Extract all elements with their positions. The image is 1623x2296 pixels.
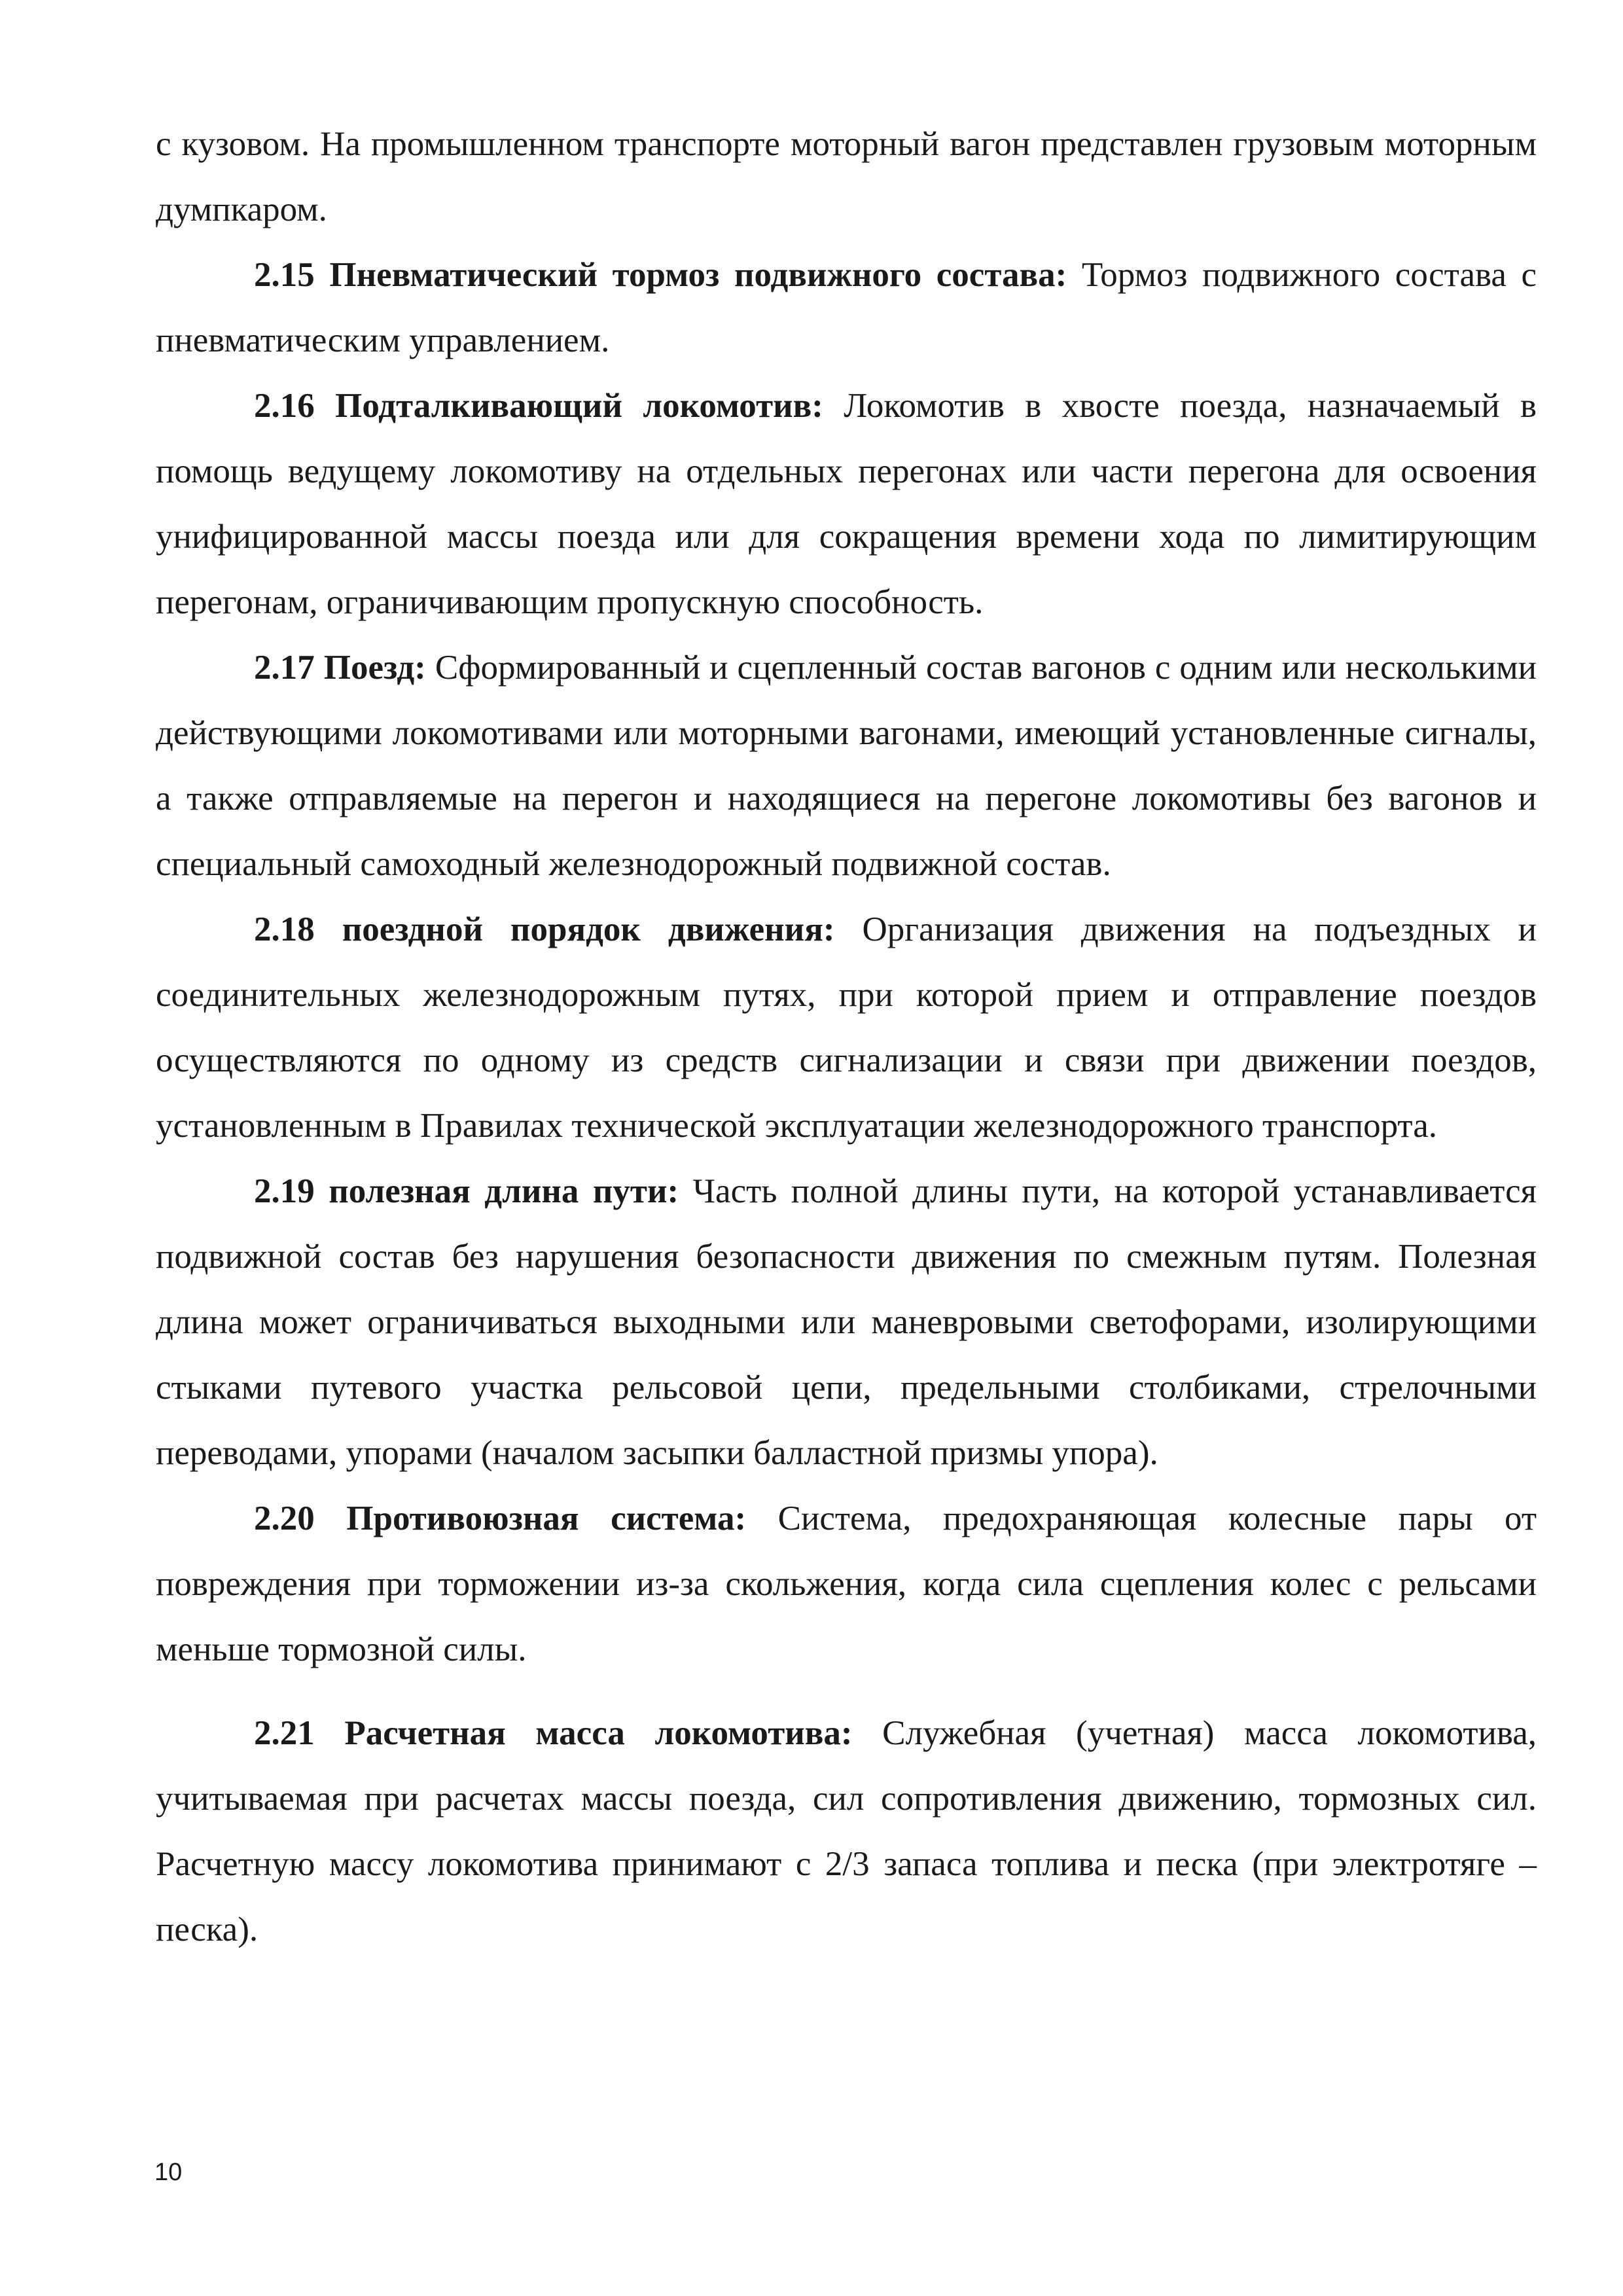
term-heading: полезная длина пути:: [329, 1172, 679, 1210]
term-heading: Поезд:: [323, 649, 426, 687]
entry-number: 2.16: [254, 387, 315, 425]
definition-2-17: [156, 635, 1537, 897]
definition-2-16: [156, 373, 1537, 635]
continuation-paragraph: [156, 111, 1537, 242]
definition-2-19: [156, 1158, 1537, 1486]
entry-number: 2.18: [254, 910, 315, 948]
definition-2-15: [156, 242, 1537, 373]
definition-text: Система, предохраняющая колесные пары от повреждения при торможении из-за скольжения, когда сила сцепления колес с рельсами меньше тормозной силы.: [156, 1499, 1537, 1668]
term-heading: Расчетная масса локомотива:: [344, 1714, 853, 1752]
definition-text: Часть полной длины пути, на которой устанавливается подвижной состав без нарушения безопасности движения по смежным путям. Полезная длина может ограничиваться выходными или маневровыми светофорами, изолирующими стыками путевого участка рельсовой цепи, предельными столбиками, стрелочными переводами, упорами (началом засыпки балластной призмы упора).: [156, 1172, 1537, 1472]
definition-2-18: [156, 897, 1537, 1158]
term-heading: Пневматический тормоз подвижного состава:: [329, 256, 1067, 294]
definition-text: Сформированный и сцепленный состав вагонов с одним или несколькими действующими локомотивами или моторными вагонами, имеющий установленные сигналы, а также отправляемые на перегон и находящиеся на перегоне локомотивы без вагонов и специальный самоходный железнодорожный подвижной состав.: [156, 649, 1537, 883]
term-heading: Подталкивающий локомотив:: [335, 387, 823, 425]
entry-number: 2.15: [254, 256, 315, 294]
entry-number: 2.17: [254, 649, 315, 687]
page-number: 10: [154, 2159, 183, 2186]
entry-number: 2.20: [254, 1499, 315, 1537]
document-page: [156, 111, 1537, 1962]
term-heading: Противоюзная система:: [346, 1499, 747, 1537]
definition-text: Служебная (учетная) масса локомотива, учитываемая при расчетах массы поезда, сил сопротивления движению, тормозных сил. Расчетную массу локомотива принимают с 2/3 запаса топлива и песка (при электротяге – песка).: [156, 1714, 1537, 1948]
definition-2-21: [156, 1700, 1537, 1962]
definition-text: Тормоз подвижного состава с пневматическим управлением.: [156, 256, 1537, 359]
term-heading: поездной порядок движения:: [342, 910, 835, 948]
definition-2-20: [156, 1486, 1537, 1682]
continuation-text: с кузовом. На промышленном транспорте моторный вагон представлен грузовым моторным думпкаром.: [156, 125, 1537, 228]
entry-number: 2.21: [254, 1714, 315, 1752]
entry-number: 2.19: [254, 1172, 315, 1210]
definition-text: Организация движения на подъездных и соединительных железнодорожным путях, при которой прием и отправление поездов осуществляются по одному из средств сигнализации и связи при движении поездов, установленным в Правилах технической эксплуатации железнодорожного транспорта.: [156, 910, 1537, 1145]
definition-text: Локомотив в хвосте поезда, назначаемый в помощь ведущему локомотиву на отдельных перегонах или части перегона для освоения унифицированной массы поезда или для сокращения времени хода по лимитирующим перегонам, ограничивающим пропускную способность.: [156, 387, 1537, 621]
